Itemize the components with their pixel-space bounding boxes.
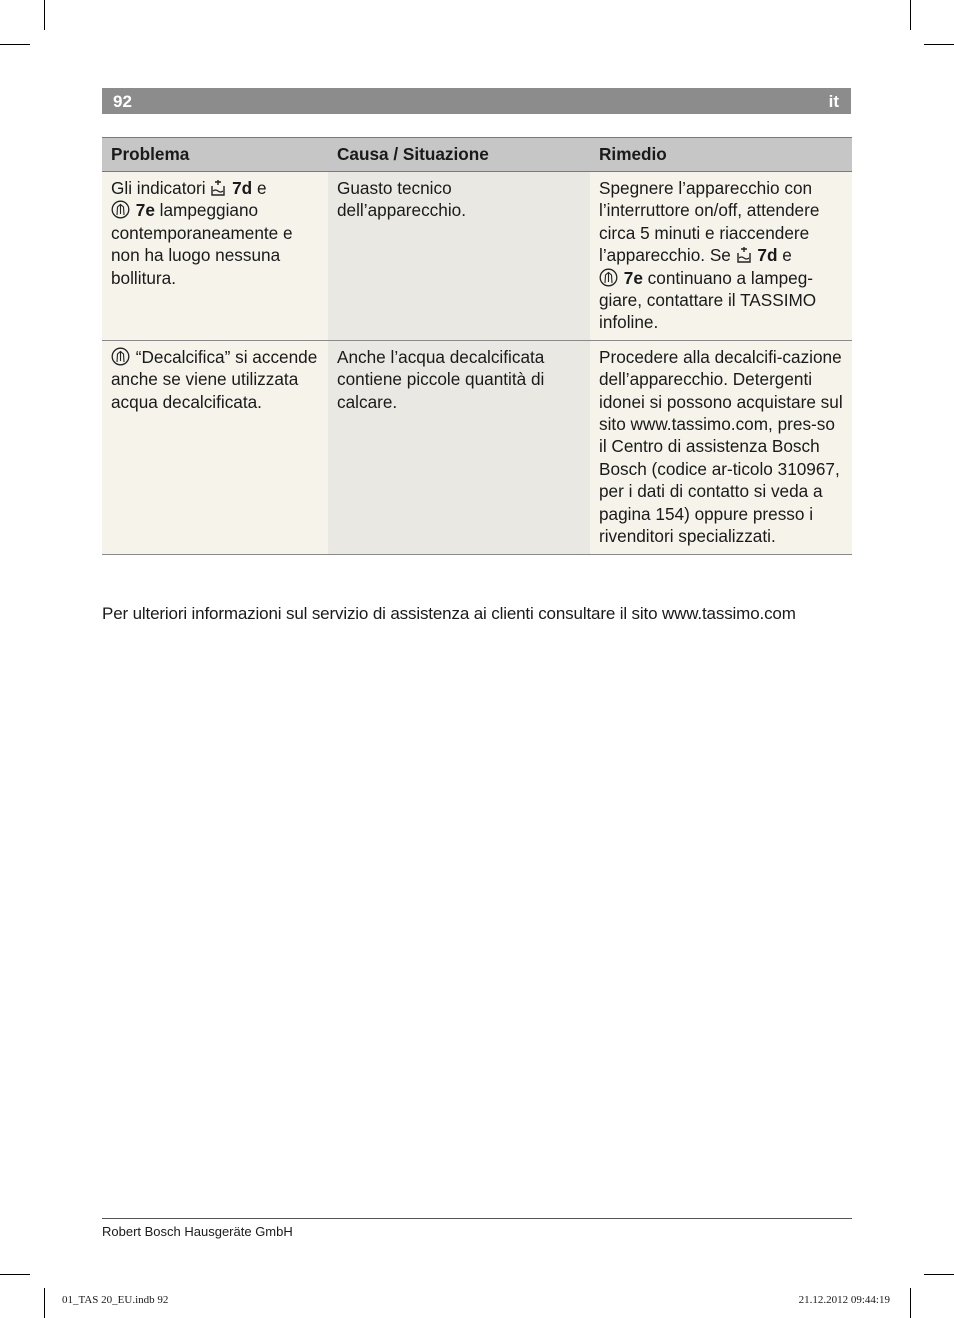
header-remedy: Rimedio (590, 138, 852, 172)
crop-mark (44, 1288, 45, 1318)
support-info-note: Per ulteriori informazioni sul servizio di assistenza ai clienti consultare il sito www.tassimo.com (102, 604, 796, 623)
descale-icon (111, 200, 130, 219)
company-name: Robert Bosch Hausgeräte GmbH (102, 1224, 293, 1239)
crop-mark (910, 1288, 911, 1318)
remedy-cell: Spegnere l’apparecchio con l’interruttore on/off, attendere circa 5 minuti e riaccendere l’apparecchio. Se 7d e 7e continuano a lampeg-giare, contattare il TASSIMO infoline. (590, 172, 852, 341)
language-code: it (828, 92, 839, 111)
crop-mark (910, 0, 911, 30)
crop-mark (924, 44, 954, 45)
header-cause: Causa / Situazione (328, 138, 590, 172)
crop-mark (924, 1274, 954, 1275)
descale-icon (111, 347, 130, 366)
table-row (102, 172, 852, 341)
table-header-row (102, 138, 852, 172)
descale-icon (599, 268, 618, 287)
problem-cell: Gli indicatori 7d e 7e lampeggiano contemporaneamente e non ha luogo nessuna bollitura. (102, 172, 328, 341)
page-header-bar (102, 88, 851, 114)
footer-divider (102, 1218, 852, 1219)
cause-cell: Anche l’acqua decalcificata contiene piccole quantità di calcare. (328, 340, 590, 554)
remedy-cell: Procedere alla decalcifi-cazione dell’apparecchio. Detergenti idonei si possono acquistare sul sito www.tassimo.com, pres-so il Centro di assistenza Bosch Bosch (codice ar-ticolo 310967, per i dati di contatto si veda a pagina 154) oppure presso i rivenditori specializzati. (590, 340, 852, 554)
print-slug-file: 01_TAS 20_EU.indb 92 (62, 1294, 169, 1306)
crop-mark (44, 0, 45, 30)
troubleshooting-table (102, 137, 852, 555)
crop-mark (0, 44, 30, 45)
water-tank-icon (210, 179, 226, 197)
problem-cell: “Decalcifica” si accende anche se viene utilizzata acqua decalcificata. (102, 340, 328, 554)
cause-cell: Guasto tecnico dell’apparecchio. (328, 172, 590, 341)
crop-mark (0, 1274, 30, 1275)
print-slug-date: 21.12.2012 09:44:19 (798, 1294, 890, 1306)
water-tank-icon (736, 246, 752, 264)
page-number: 92 (113, 92, 132, 111)
table-row (102, 340, 852, 554)
header-problem: Problema (102, 138, 328, 172)
